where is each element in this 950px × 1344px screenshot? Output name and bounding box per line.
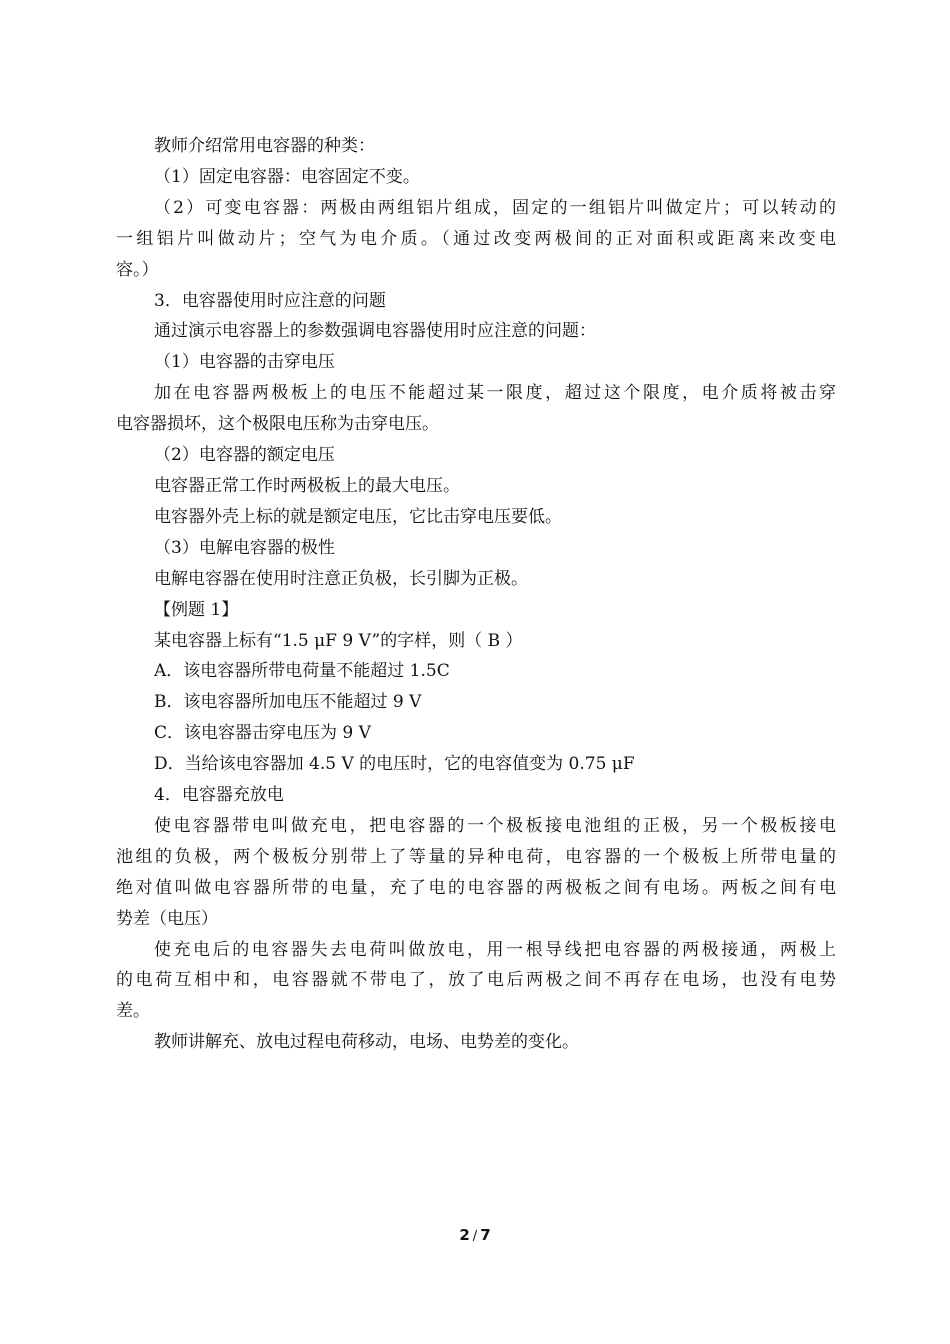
- paragraph-line: 使电容器带电叫做充电，把电容器的一个极板接电池组的正极，另一个极板接电: [154, 815, 836, 836]
- page-number: [0, 1226, 950, 1244]
- example-question: 某电容器上标有“1.5 μF 9 V”的字样，则（ B ）: [154, 630, 523, 651]
- paragraph-line: 加在电容器两极板上的电压不能超过某一限度，超过这个限度，电介质将被击穿: [154, 383, 836, 404]
- subsection-heading: （1）电容器的击穿电压: [154, 352, 335, 373]
- paragraph-line: 教师讲解充、放电过程电荷移动，电场、电势差的变化。: [154, 1032, 579, 1053]
- paragraph-line: 绝对值叫做电容器所带的电量，充了电的电容器的两极板之间有电场。两板之间有电: [116, 877, 836, 898]
- option-b: B．该电容器所加电压不能超过 9 V: [154, 692, 422, 713]
- page-separator: /: [472, 1229, 478, 1244]
- option-a: A．该电容器所带电荷量不能超过 1.5C: [154, 661, 450, 682]
- option-c: C．该电容器击穿电压为 9 V: [154, 723, 371, 744]
- page-current: 2: [459, 1226, 470, 1244]
- paragraph-line: 使充电后的电容器失去电荷叫做放电，用一根导线把电容器的两极接通，两极上: [154, 939, 836, 960]
- paragraph-line: （2）可变电容器：两极由两组铝片组成，固定的一组铝片叫做定片；可以转动的: [154, 197, 836, 218]
- paragraph-line: 教师介绍常用电容器的种类：: [154, 136, 375, 156]
- section-heading: 3．电容器使用时应注意的问题: [154, 290, 386, 311]
- page-total: 7: [480, 1226, 491, 1244]
- paragraph-line: 电容器损坏，这个极限电压称为击穿电压。: [116, 414, 439, 435]
- paragraph-line: （1）固定电容器：电容固定不变。: [154, 166, 420, 187]
- paragraph-line: 通过演示电容器上的参数强调电容器使用时应注意的问题：: [154, 321, 596, 342]
- paragraph-line: 电容器正常工作时两极板上的最大电压。: [154, 475, 460, 496]
- section-heading: 4．电容器充放电: [154, 785, 284, 806]
- option-d: D．当给该电容器加 4.5 V 的电压时，它的电容值变为 0.75 μF: [154, 754, 635, 775]
- paragraph-line: 势差（电压）: [116, 908, 218, 929]
- subsection-heading: （3）电解电容器的极性: [154, 537, 335, 558]
- example-heading: 【例题 1】: [154, 599, 239, 620]
- paragraph-line: 差。: [116, 1001, 150, 1022]
- paragraph-line: 的电荷互相中和，电容器就不带电了，放了电后两极之间不再存在电场，也没有电势: [116, 970, 836, 991]
- paragraph-line: 电解电容器在使用时注意正负极，长引脚为正极。: [154, 568, 528, 589]
- subsection-heading: （2）电容器的额定电压: [154, 445, 335, 466]
- paragraph-line: 电容器外壳上标的就是额定电压，它比击穿电压要低。: [154, 506, 562, 527]
- paragraph-line: 一组铝片叫做动片；空气为电介质。（通过改变两极间的正对面积或距离来改变电: [116, 228, 836, 249]
- paragraph-line: 池组的负极，两个极板分别带上了等量的异种电荷，电容器的一个极板上所带电量的: [116, 846, 836, 867]
- paragraph-line: 容。）: [116, 259, 159, 280]
- document-body: [116, 131, 836, 1058]
